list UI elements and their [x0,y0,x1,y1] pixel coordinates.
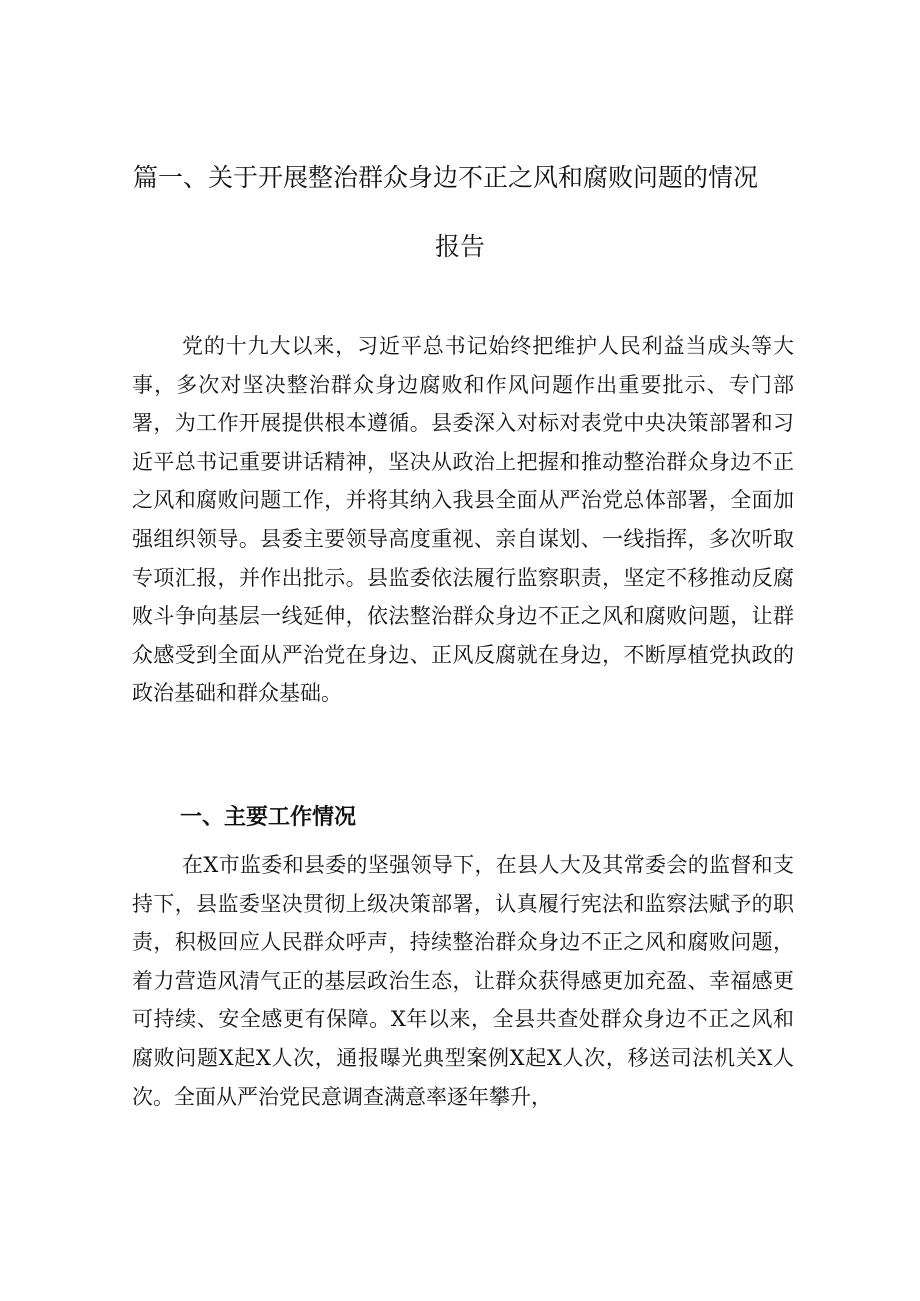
intro-paragraph: 党的十九大以来，习近平总书记始终把维护人民利益当成头等大事，多次对坚决整治群众身边腐败和作风问题作出重要批示、专门部署，为工作开展提供根本遵循。县委深入对标对表党中央决策部署和习近平总书记重要讲话精神，坚决从政治上把握和推动整治群众身边不正之风和腐败问题工作，并将其纳入我县全面从严治党总体部署，全面加强组织领导。县委主要领导高度重视、亲自谋划、一线指挥，多次听取专项汇报，并作出批示。县监委依法履行监察职责，坚定不移推动反腐败斗争向基层一线延伸，依法整治群众身边不正之风和腐败问题，让群众感受到全面从严治党在身边、正风反腐就在身边，不断厚植党执政的政治基础和群众基础。 [132,334,794,706]
document-title-line-1: 篇一、关于开展整治群众身边不正之风和腐败问题的情况 [133,163,759,192]
section-paragraph: 在X市监委和县委的坚强领导下，在县人大及其常委会的监督和支持下，县监委坚决贯彻上级决策部署，认真履行宪法和监察法赋予的职责，积极回应人民群众呼声，持续整治群众身边不正之风和腐败问题，着力营造风清气正的基层政治生态，让群众获得感更加充盈、幸福感更可持续、安全感更有保障。X年以来，全县共查处群众身边不正之风和腐败问题X起X人次，通报曝光典型案例X起X人次，移送司法机关X人次。全面从严治党民意调查满意率逐年攀升， [132,853,794,1109]
document-title-line-2: 报告 [434,232,485,261]
section-heading-main-work: 一、主要工作情况 [180,805,357,830]
